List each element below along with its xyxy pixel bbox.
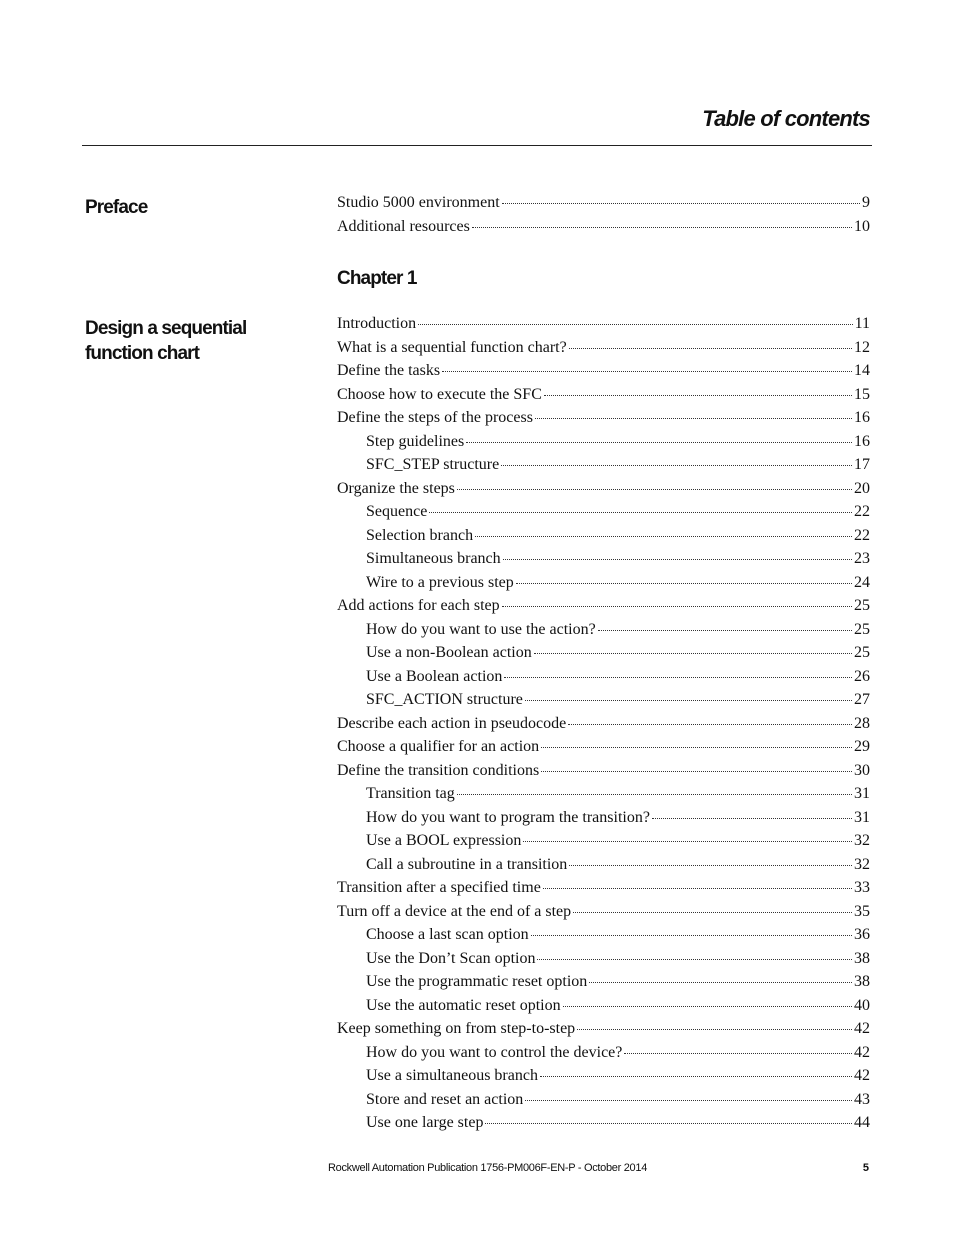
chapter-heading: Design a sequential function chart xyxy=(85,318,247,364)
toc-entry-page: 38 xyxy=(854,973,870,990)
toc-dot-leader xyxy=(442,371,852,372)
toc-dot-leader xyxy=(535,418,852,419)
toc-dot-leader xyxy=(563,1006,852,1007)
toc-entry-page: 38 xyxy=(854,949,870,967)
toc-entry[interactable] xyxy=(337,524,870,548)
toc-entry[interactable] xyxy=(337,477,870,501)
toc-dot-leader xyxy=(525,700,852,701)
toc-entry[interactable] xyxy=(337,806,870,830)
toc-dot-leader xyxy=(541,771,852,772)
toc-entry-title: How do you want to control the device? xyxy=(366,1043,623,1061)
toc-dot-leader xyxy=(577,1029,852,1030)
page-title: Table of contents xyxy=(702,106,870,131)
toc-entry[interactable] xyxy=(337,594,870,618)
toc-entry-title: SFC_STEP structure xyxy=(366,456,500,473)
toc-entry[interactable] xyxy=(337,500,870,524)
toc-entry-title: Use a BOOL expression xyxy=(366,832,522,849)
toc-entry-page: 11 xyxy=(854,315,870,332)
footer-page-number: 5 xyxy=(862,1162,869,1174)
toc-entry-title: Choose a last scan option xyxy=(366,926,529,943)
toc-entry-page: 25 xyxy=(854,620,870,638)
toc-dot-leader xyxy=(544,395,852,396)
footer-publication: Rockwell Automation Publication 1756-PM006F-EN-P - October 2014 xyxy=(328,1162,648,1174)
toc-entry[interactable] xyxy=(337,618,870,642)
toc-entry[interactable] xyxy=(337,900,870,924)
toc-dot-leader xyxy=(466,442,852,443)
toc-dot-leader xyxy=(485,1123,852,1124)
preface-heading: Preface xyxy=(85,197,148,218)
toc-entry[interactable] xyxy=(337,853,870,877)
toc-dot-leader xyxy=(429,512,852,513)
toc-entry-title: Use the Don’t Scan option xyxy=(366,949,536,967)
toc-dot-leader xyxy=(652,818,852,819)
toc-dot-leader xyxy=(573,912,852,913)
toc-entry-title: Organize the steps xyxy=(337,479,455,497)
toc-entry[interactable] xyxy=(337,665,870,689)
toc-entry-page: 12 xyxy=(854,338,870,356)
toc-dot-leader xyxy=(472,227,852,228)
toc-entry-page: 35 xyxy=(854,902,870,920)
toc-dot-leader xyxy=(457,489,852,490)
toc-dot-leader xyxy=(418,324,853,325)
toc-dot-leader xyxy=(516,583,852,584)
toc-entry-page: 28 xyxy=(854,714,870,732)
toc-dot-leader xyxy=(541,747,852,748)
toc-entry-page: 42 xyxy=(854,1067,870,1084)
toc-dot-leader xyxy=(502,203,860,204)
toc-dot-leader xyxy=(531,935,852,936)
toc-entry-title: Use a simultaneous branch xyxy=(366,1067,538,1084)
toc-entry[interactable] xyxy=(337,191,870,215)
toc-entry[interactable] xyxy=(337,406,870,430)
toc-entry-title: Use a non-Boolean action xyxy=(366,644,532,661)
toc-entry-title: Turn off a device at the end of a step xyxy=(337,902,572,920)
toc-dot-leader xyxy=(589,982,852,983)
toc-entry-title: Store and reset an action xyxy=(366,1090,524,1108)
toc-dot-leader xyxy=(501,465,852,466)
toc-dot-leader xyxy=(568,724,852,725)
toc-entry[interactable] xyxy=(337,215,870,239)
toc-dot-leader xyxy=(525,1100,852,1101)
toc-entry-title: Transition tag xyxy=(366,785,455,802)
toc-entry[interactable] xyxy=(337,336,870,360)
toc-entry-page: 26 xyxy=(854,667,870,685)
toc-entry-title: SFC_ACTION structure xyxy=(366,691,523,708)
toc-dot-leader xyxy=(598,630,852,631)
chapter-label: Chapter 1 xyxy=(337,268,417,289)
toc-entry[interactable] xyxy=(337,782,870,806)
toc-entry-page: 31 xyxy=(854,785,870,802)
toc-entry-title: How do you want to program the transition? xyxy=(366,808,650,826)
toc-entry-page: 9 xyxy=(862,194,870,211)
toc-dot-leader xyxy=(523,841,852,842)
toc-entry-title: Choose a qualifier for an action xyxy=(337,738,540,755)
toc-entry-page: 23 xyxy=(854,550,870,567)
toc-entry-page: 29 xyxy=(854,738,870,755)
toc-entry-page: 32 xyxy=(854,855,870,873)
toc-entry[interactable] xyxy=(337,876,870,900)
toc-entry-title: Simultaneous branch xyxy=(366,550,501,567)
chapter1-toc-list xyxy=(337,312,870,1135)
toc-entry[interactable] xyxy=(337,1017,870,1041)
toc-entry-page: 10 xyxy=(854,217,870,235)
toc-entry-page: 17 xyxy=(854,456,870,473)
toc-entry-title: Wire to a previous step xyxy=(366,573,514,591)
toc-entry-title: Use the automatic reset option xyxy=(366,996,561,1014)
toc-entry-page: 30 xyxy=(854,761,870,779)
toc-entry[interactable] xyxy=(337,947,870,971)
toc-entry-title: Sequence xyxy=(366,503,428,520)
toc-dot-leader xyxy=(503,559,852,560)
toc-entry-page: 27 xyxy=(854,691,870,708)
toc-entry[interactable] xyxy=(337,994,870,1018)
toc-entry[interactable] xyxy=(337,359,870,383)
toc-entry-title: Selection branch xyxy=(366,526,474,544)
toc-entry-page: 36 xyxy=(854,926,870,943)
toc-entry-page: 25 xyxy=(854,644,870,661)
toc-entry-title: Define the transition conditions xyxy=(337,761,540,779)
toc-entry-page: 43 xyxy=(854,1090,870,1108)
toc-entry-page: 22 xyxy=(854,526,870,544)
toc-entry-title: Additional resources xyxy=(337,217,470,235)
toc-dot-leader xyxy=(543,888,852,889)
toc-dot-leader xyxy=(457,794,852,795)
toc-entry-page: 42 xyxy=(854,1043,870,1061)
toc-entry[interactable] xyxy=(337,453,870,477)
toc-entry[interactable] xyxy=(337,923,870,947)
toc-entry-title: Use a Boolean action xyxy=(366,667,503,685)
toc-entry-page: 24 xyxy=(854,573,870,591)
preface-toc-list xyxy=(337,191,870,238)
toc-entry-title: Add actions for each step xyxy=(337,597,500,614)
toc-dot-leader xyxy=(624,1053,852,1054)
toc-dot-leader xyxy=(569,348,852,349)
toc-entry-title: Describe each action in pseudocode xyxy=(337,714,567,732)
toc-entry[interactable] xyxy=(337,383,870,407)
toc-entry-title: Define the steps of the process xyxy=(337,409,533,426)
toc-entry[interactable] xyxy=(337,829,870,853)
toc-dot-leader xyxy=(534,653,852,654)
toc-dot-leader xyxy=(569,865,852,866)
toc-entry[interactable] xyxy=(337,571,870,595)
toc-entry-title: Introduction xyxy=(337,315,417,332)
toc-entry-title: Use the programmatic reset option xyxy=(366,973,588,990)
toc-entry[interactable] xyxy=(337,1088,870,1112)
toc-dot-leader xyxy=(502,606,852,607)
toc-entry[interactable] xyxy=(337,970,870,994)
toc-entry-page: 44 xyxy=(854,1114,870,1131)
toc-entry-title: What is a sequential function chart? xyxy=(337,338,567,356)
toc-entry-page: 15 xyxy=(854,385,870,403)
toc-dot-leader xyxy=(504,677,852,678)
toc-entry-title: Call a subroutine in a transition xyxy=(366,855,568,873)
toc-entry-title: Studio 5000 environment xyxy=(337,194,500,211)
toc-entry[interactable] xyxy=(337,1041,870,1065)
toc-entry[interactable] xyxy=(337,688,870,712)
toc-entry[interactable] xyxy=(337,1064,870,1088)
toc-entry-page: 40 xyxy=(854,996,870,1014)
toc-dot-leader xyxy=(537,959,852,960)
toc-entry-title: Step guidelines xyxy=(366,432,465,450)
toc-entry[interactable] xyxy=(337,735,870,759)
toc-dot-leader xyxy=(540,1076,852,1077)
toc-entry-title: Choose how to execute the SFC xyxy=(337,385,542,403)
toc-entry-title: Define the tasks xyxy=(337,362,441,379)
toc-entry-page: 14 xyxy=(854,362,870,379)
toc-entry-page: 33 xyxy=(854,879,870,896)
toc-entry-page: 25 xyxy=(854,597,870,614)
toc-entry[interactable] xyxy=(337,712,870,736)
toc-entry[interactable] xyxy=(337,547,870,571)
toc-entry-page: 16 xyxy=(854,432,870,450)
toc-entry-page: 31 xyxy=(854,808,870,826)
toc-entry-title: How do you want to use the action? xyxy=(366,620,596,638)
toc-entry-page: 16 xyxy=(854,409,870,426)
toc-entry-page: 20 xyxy=(854,479,870,497)
toc-entry-title: Keep something on from step-to-step xyxy=(337,1020,576,1037)
toc-dot-leader xyxy=(475,536,852,537)
toc-entry[interactable] xyxy=(337,759,870,783)
toc-entry[interactable] xyxy=(337,641,870,665)
toc-entry-title: Use one large step xyxy=(366,1114,484,1131)
toc-entry[interactable] xyxy=(337,312,870,336)
toc-entry-page: 22 xyxy=(854,503,870,520)
toc-entry-page: 42 xyxy=(854,1020,870,1037)
toc-entry[interactable] xyxy=(337,430,870,454)
header-divider xyxy=(82,145,872,146)
toc-entry-page: 32 xyxy=(854,832,870,849)
toc-entry-title: Transition after a specified time xyxy=(337,879,541,896)
toc-entry[interactable] xyxy=(337,1111,870,1135)
